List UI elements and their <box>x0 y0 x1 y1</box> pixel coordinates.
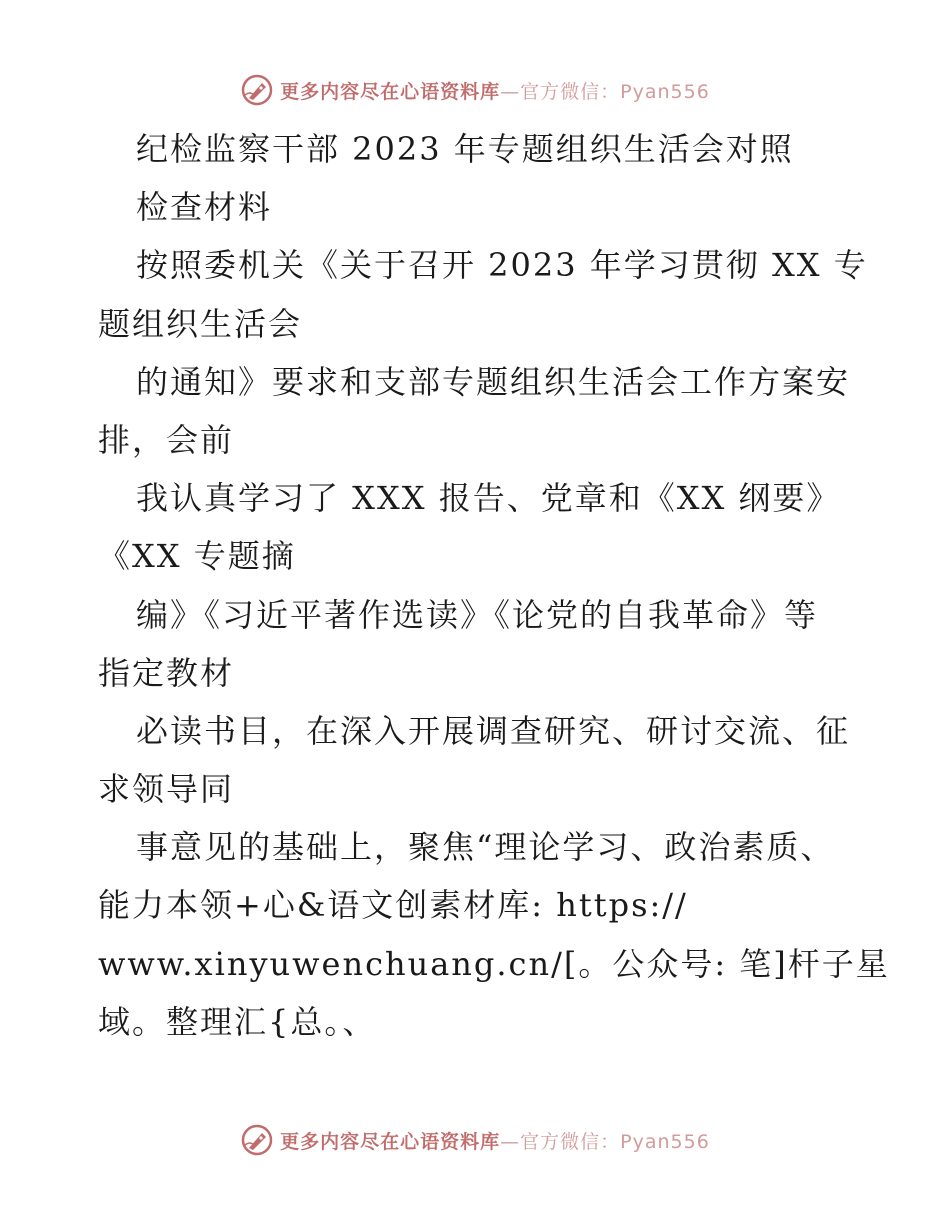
watermark-wechat-text: 官方微信：Pyan556 <box>520 1130 710 1153</box>
watermark-site-text: 更多内容尽在心语资料库 <box>280 1130 501 1153</box>
paragraph-line: 能力本领+心&语文创素材库: https:// <box>98 886 688 925</box>
paragraph-line: 事意见的基础上，聚焦“理论学习、政治素质、 <box>136 828 835 867</box>
paragraph-line: 求领导同 <box>98 770 235 809</box>
watermark-text <box>280 1127 710 1154</box>
pen-nib-logo-icon <box>240 73 274 107</box>
paragraph-line: 按照委机关《关于召开 2023 年学习贯彻 XX 专 <box>136 246 868 285</box>
pen-nib-logo-icon <box>240 1123 274 1157</box>
paragraph-line: 题组织生活会 <box>98 304 303 343</box>
paragraph-line: 必读书目，在深入开展调查研究、研讨交流、征 <box>136 711 851 750</box>
paragraph-line: www.xinyuwenchuang.cn/[。公众号: 笔]杆子星 <box>98 944 890 983</box>
title-line-2: 检查材料 <box>136 188 273 227</box>
watermark-text <box>280 77 710 104</box>
paragraph-line: 编》《习近平著作选读》《论党的自我革命》等 <box>136 595 819 634</box>
footer-watermark <box>0 1120 950 1160</box>
title-line-1: 纪检监察干部 2023 年专题组织生活会对照 <box>136 130 794 168</box>
paragraph-line: 域。整理汇{总。、 <box>98 1002 377 1041</box>
paragraph-line: 的通知》要求和支部专题组织生活会工作方案安 <box>136 362 851 401</box>
watermark-site-text: 更多内容尽在心语资料库 <box>280 80 501 103</box>
header-watermark <box>0 70 950 110</box>
paragraph-line: 我认真学习了 XXX 报告、党章和《XX 纲要》 <box>136 479 841 518</box>
document-body <box>98 120 890 1051</box>
paragraph-line: 指定教材 <box>98 653 235 692</box>
watermark-wechat-text: 官方微信：Pyan556 <box>520 80 710 103</box>
paragraph-line: 《XX 专题摘 <box>98 537 296 576</box>
watermark-separator: — <box>500 80 521 103</box>
paragraph-line: 排，会前 <box>98 420 235 459</box>
watermark-separator: — <box>500 1130 521 1153</box>
